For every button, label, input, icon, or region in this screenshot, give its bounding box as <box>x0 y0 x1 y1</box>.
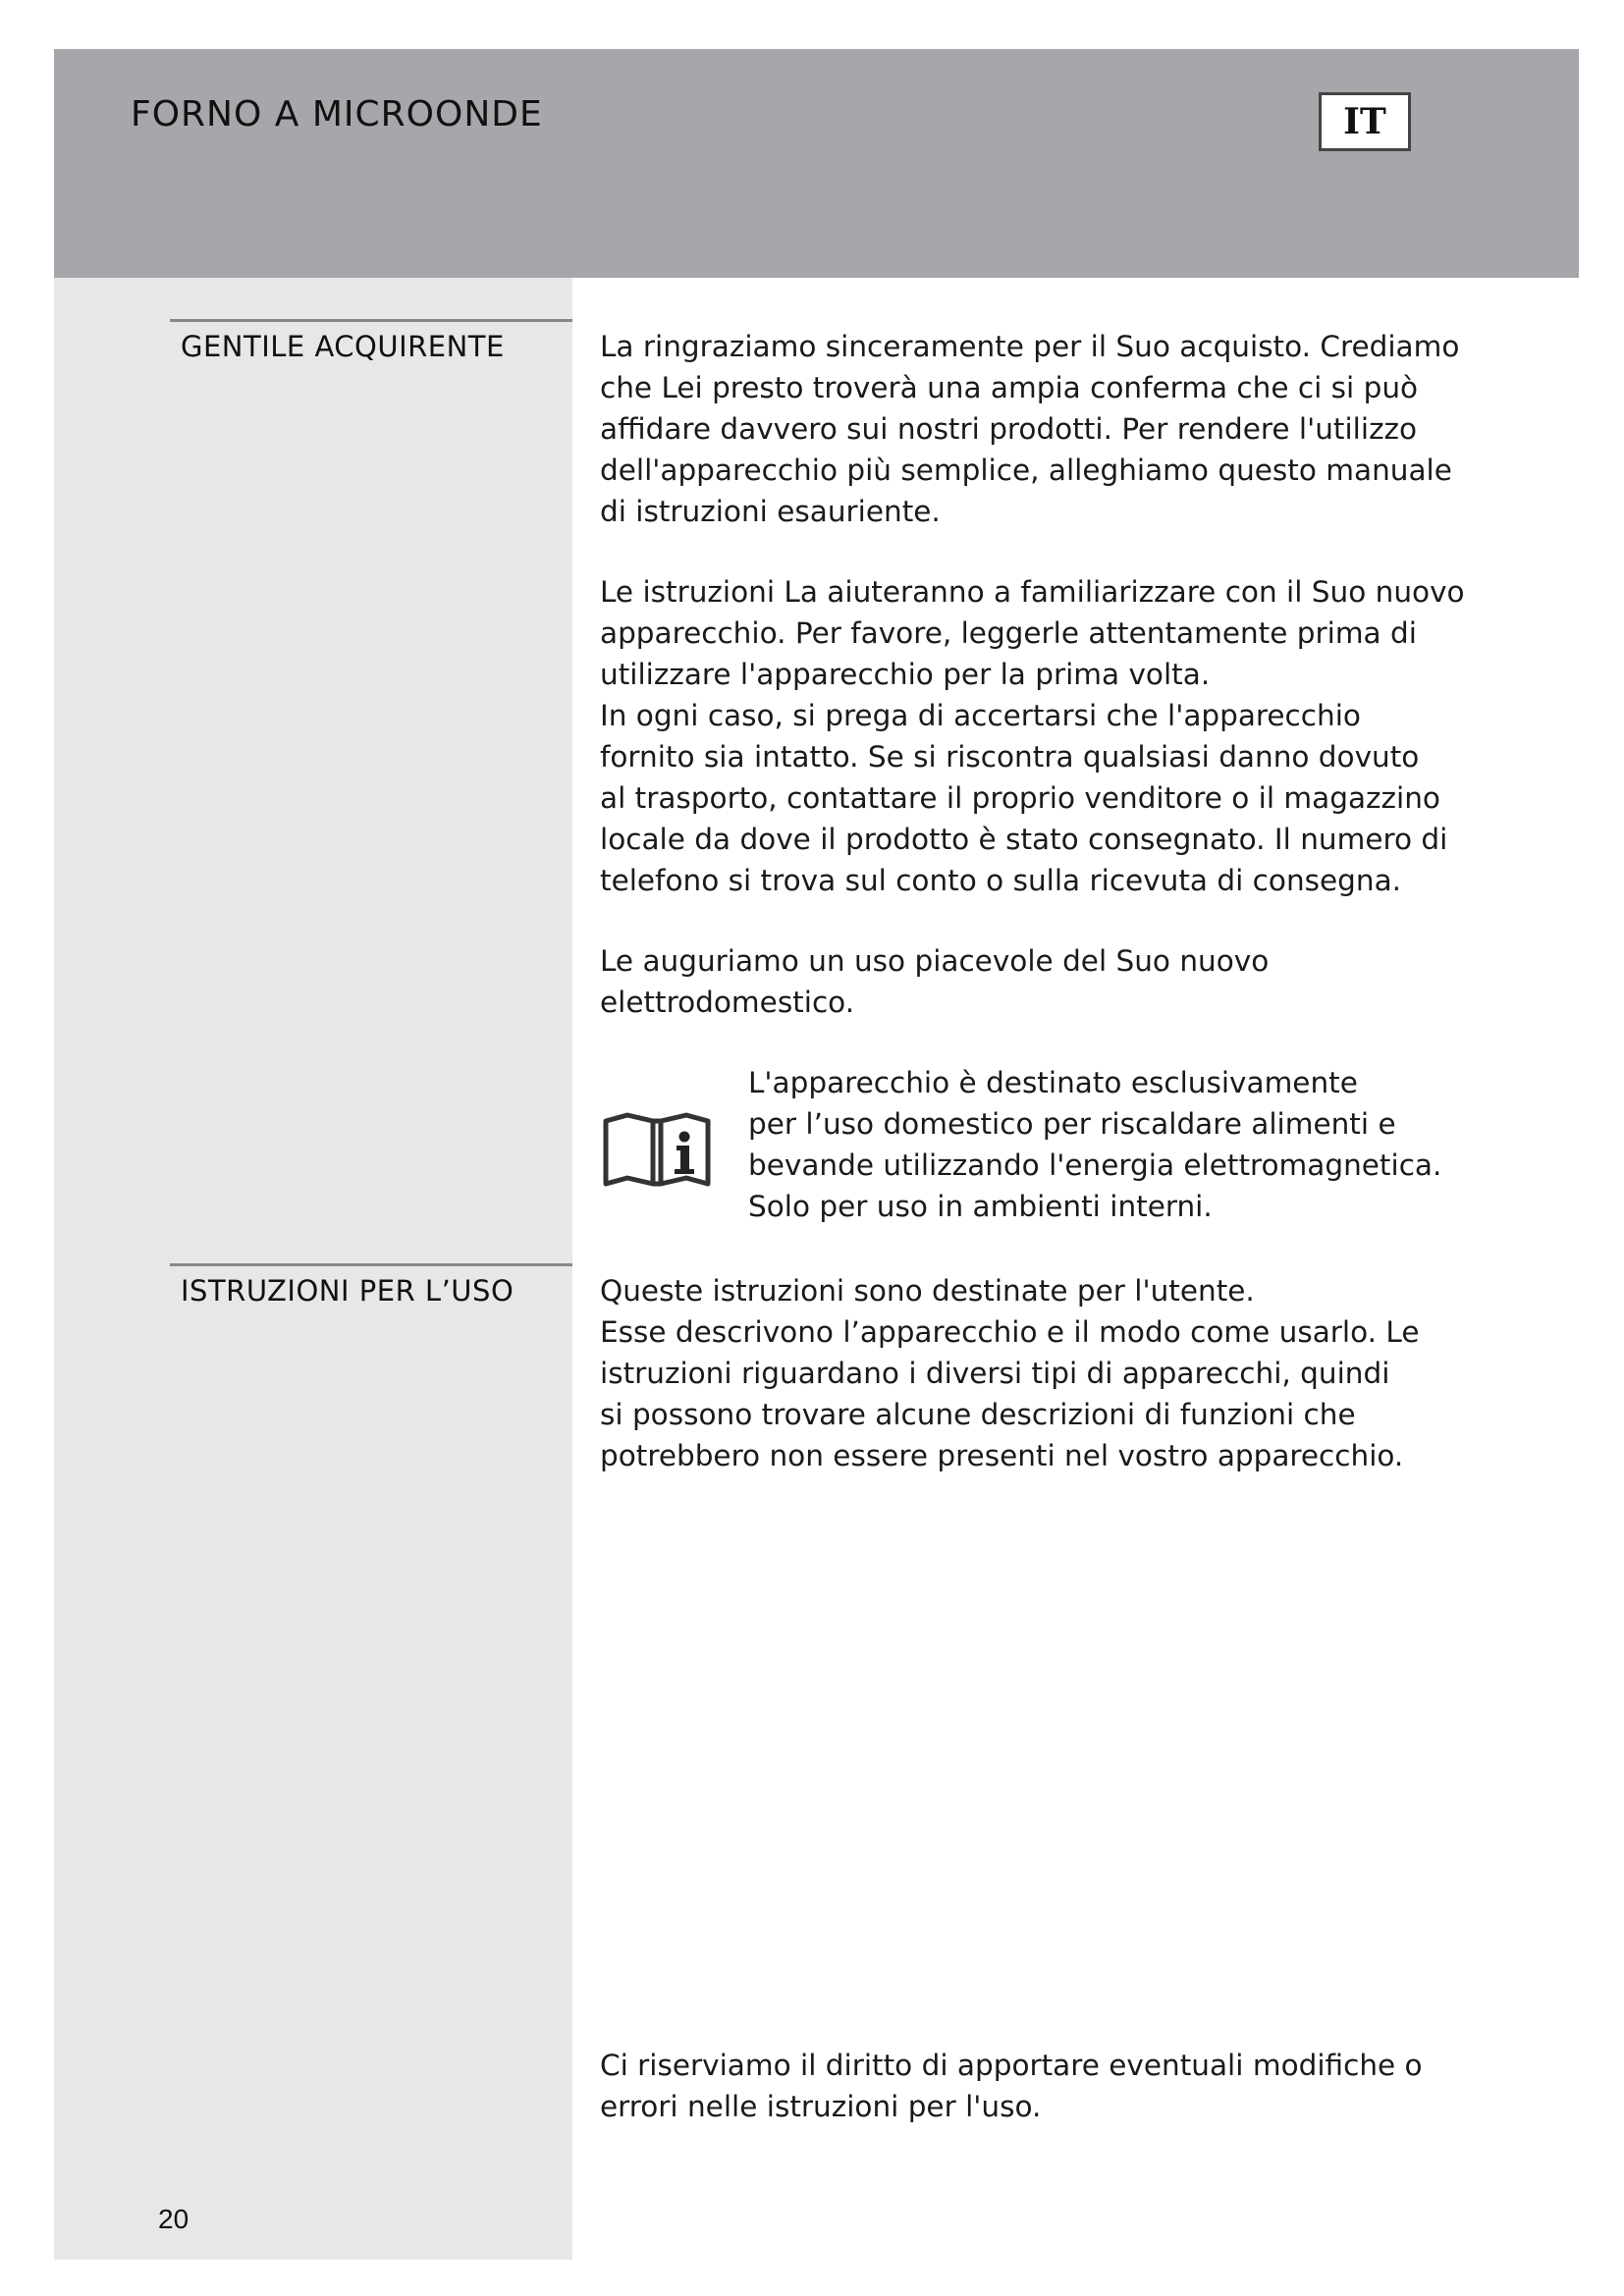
section-body-istruzioni <box>600 1270 1484 1476</box>
section-divider <box>170 319 572 322</box>
paragraph-thanks: La ringraziamo sinceramente per il Suo acquisto. Crediamo che Lei presto troverà una ampia conferma che ci si può affidare davvero sui nostri prodotti. Per rendere l'utilizzo dell'apparecchio più semplice, alleghiamo questo manuale di istruzioni esauriente. <box>600 330 1460 528</box>
manual-info-icon <box>602 1111 712 1190</box>
section-body-gentile-acquirente <box>600 326 1484 532</box>
section-body-gentile-acquirente-2 <box>600 571 1484 901</box>
section-divider <box>170 1263 572 1266</box>
paragraph-user-instructions: Queste istruzioni sono destinate per l'utente. Esse descrivono l’apparecchio e il modo come usarlo. Le istruzioni riguardano i diversi tipi di apparecchi, quindi si possono trovare alcune descrizioni di funzioni che potrebbero non essere presenti nel vostro apparecchio. <box>600 1274 1420 1472</box>
paragraph-rights-reserved: Ci riserviamo il diritto di apportare eventuali modifiche o errori nelle istruzioni per l'uso. <box>600 2049 1423 2123</box>
note-domestic-use: L'apparecchio è destinato esclusivamente per l’uso domestico per riscaldare alimenti e bevande utilizzando l'energia elettromagnetica. Solo per uso in ambienti interni. <box>748 1066 1442 1223</box>
language-badge: IT <box>1319 92 1411 151</box>
paragraph-wishes: Le auguriamo un uso piacevole del Suo nuovo elettrodomestico. <box>600 944 1270 1019</box>
page-header <box>54 49 1579 278</box>
section-label-istruzioni: ISTRUZIONI PER L’USO <box>181 1274 514 1308</box>
page-title: FORNO A MICROONDE <box>131 94 543 134</box>
section-label-gentile-acquirente: GENTILE ACQUIRENTE <box>181 330 505 363</box>
sidebar <box>54 278 572 2260</box>
section-body-gentile-acquirente-3 <box>600 940 1484 1023</box>
footer-note <box>600 2045 1484 2127</box>
page-number: 20 <box>158 2204 189 2234</box>
paragraph-instructions: Le istruzioni La aiuteranno a familiarizzare con il Suo nuovo apparecchio. Per favore, leggerle attentamente prima di utilizzare l'apparecchio per la prima volta. In ogni caso, si prega di accertarsi che l'apparecchio fornito sia intatto. Se si riscontra qualsiasi danno dovuto al trasporto, contattare il proprio venditore o il magazzino locale da dove il prodotto è stato consegnato. Il numero di telefono si trova sul conto o sulla ricevuta di consegna. <box>600 575 1465 897</box>
